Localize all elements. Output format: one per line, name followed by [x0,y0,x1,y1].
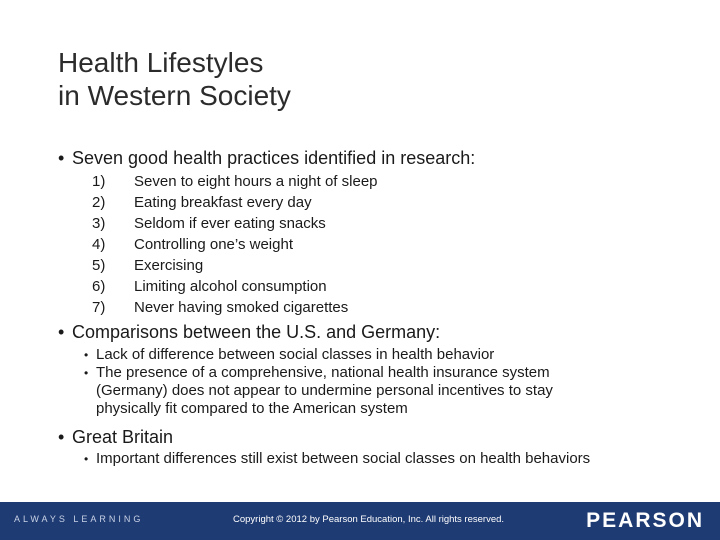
item-text: Limiting alcohol consumption [134,278,327,295]
slide-title [58,46,291,112]
item-number: 6) [92,278,106,295]
footer-bar [0,502,720,540]
bullet-icon: • [58,427,65,447]
list-item [92,213,378,234]
bullet-icon: • [84,348,89,362]
pearson-logo: PEARSON [586,509,704,532]
list-item [92,297,378,318]
bullet-icon: • [58,322,65,342]
britain-heading: Great Britain [72,427,174,447]
item-number: 4) [92,236,106,253]
bullet-icon: • [84,452,89,466]
item-text: Lack of difference between social classes in health behavior [96,346,495,363]
item-number: 5) [92,257,106,274]
britain-list [78,450,678,468]
list-item [78,346,618,364]
item-number: 1) [92,173,106,190]
practices-heading: Seven good health practices identified in research: [72,148,476,168]
item-text: Never having smoked cigarettes [134,299,349,316]
list-item [92,192,378,213]
item-text: Controlling one’s weight [134,236,293,253]
item-number: 2) [92,194,106,211]
bullet-britain [58,426,173,448]
list-item [78,450,678,468]
title-line-1: Health Lifestyles [58,47,264,78]
item-number: 3) [92,215,106,232]
list-item [92,171,378,192]
title-line-2: in Western Society [58,80,291,111]
item-text: Seldom if ever eating snacks [134,215,326,232]
bullet-comparison [58,321,440,343]
item-text: Eating breakfast every day [134,194,312,211]
practices-list [92,171,378,318]
list-item [92,276,378,297]
item-text: Seven to eight hours a night of sleep [134,173,378,190]
bullet-practices [58,147,475,169]
item-text: Important differences still exist between social classes on health behaviors [96,450,591,467]
comparison-heading: Comparisons between the U.S. and Germany: [72,322,441,342]
item-text: The presence of a comprehensive, national health insurance system (Germany) does not appear to undermine personal incentives to stay physically fit compared to the American system [96,364,553,417]
bullet-icon: • [84,366,89,380]
bullet-icon: • [58,148,65,168]
item-text: Exercising [134,257,204,274]
item-number: 7) [92,299,106,316]
comparison-list [78,346,618,418]
list-item [92,234,378,255]
footer-tagline: ALWAYS LEARNING [14,514,144,524]
list-item [78,364,618,418]
list-item [92,255,378,276]
footer-copyright: Copyright © 2012 by Pearson Education, Inc. All rights reserved. [233,514,505,525]
